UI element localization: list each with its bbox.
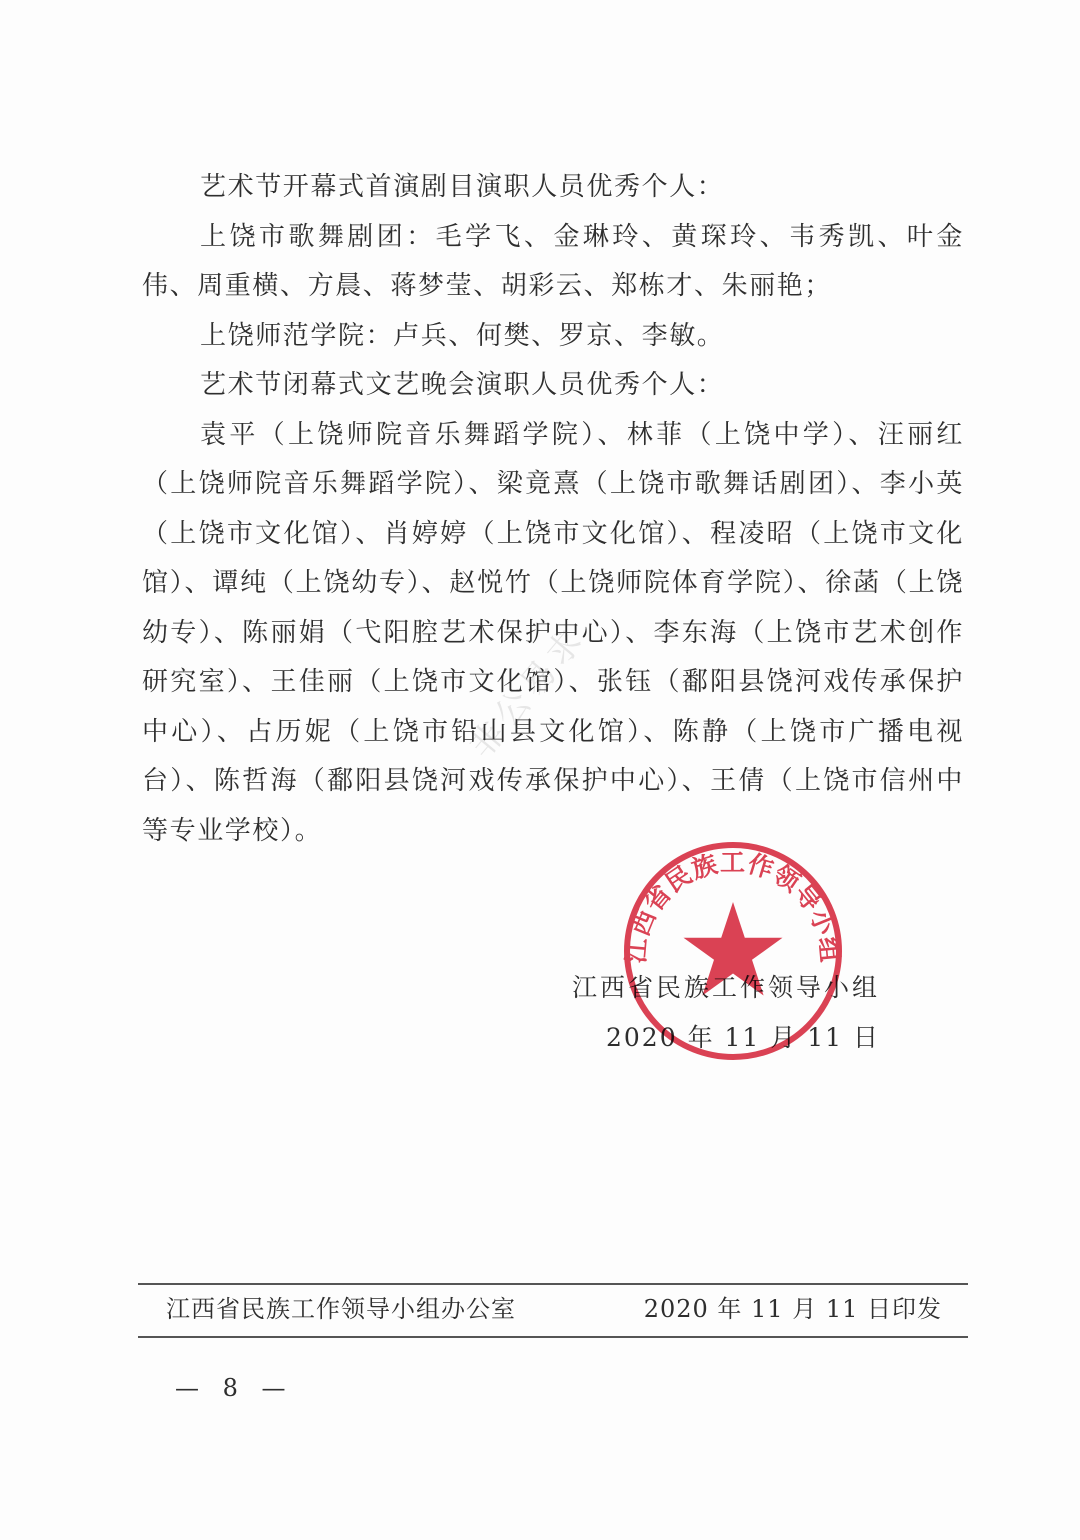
- star-icon: [684, 902, 783, 996]
- official-seal: [620, 838, 846, 1064]
- document-body: [142, 163, 964, 856]
- signature-organization: 江西省民族工作领导小组: [572, 973, 881, 1002]
- footer-rule-top: [138, 1283, 968, 1285]
- heading-opening-ceremony-awards: 艺术节开幕式首演剧目演职人员优秀个人：: [200, 172, 725, 202]
- heading-closing-ceremony-awards: 艺术节闭幕式文艺晚会演职人员优秀个人：: [200, 370, 725, 400]
- page-number: — 8 —: [175, 1374, 294, 1402]
- footer-rule-bottom: [138, 1336, 968, 1338]
- paragraph-shangrao-normal-university: 上饶师范学院：卢兵、何樊、罗京、李敏。: [200, 320, 725, 351]
- signature-date: 2020 年 11 月 11 日: [606, 1023, 880, 1052]
- watermark: 非公易求: [461, 617, 595, 766]
- footer-issue-date: 2020 年 11 月 11 日印发: [643, 1295, 942, 1323]
- paragraph-closing-ceremony-names: 袁平（上饶师院音乐舞蹈学院）、林菲（上饶中学）、汪丽红（上饶师院音乐舞蹈学院）、梁竟熹（上饶市歌舞话剧团）、李小英（上饶市文化馆）、肖婷婷（上饶市文化馆）、程凌昭（上饶市文化馆）、谭纯（上饶幼专）、赵悦竹（上饶师院体育学院）、徐菡（上饶幼专）、陈丽娟（弋阳腔艺术保护中心）、李东海（上饶市艺术创作研究室）、王佳丽（上饶市文化馆）、张钰（鄱阳县饶河戏传承保护中心）、占历妮（上饶市铅山县文化馆）、陈静（上饶市广播电视台）、陈哲海（鄱阳县饶河戏传承保护中心）、王倩（上饶市信州中等专业学校）。: [142, 419, 964, 846]
- seal-text: 江西省民族工作领导小组: [621, 847, 845, 965]
- paragraph-shangrao-song-dance-troupe: 上饶市歌舞剧团：毛学飞、金琳玲、黄琛玲、韦秀凯、叶金伟、周重横、方晨、蒋梦莹、胡彩云、郑栋才、朱丽艳；: [142, 221, 964, 301]
- footer-issuance-line: [166, 1292, 942, 1326]
- footer-issuer: 江西省民族工作领导小组办公室: [166, 1295, 516, 1323]
